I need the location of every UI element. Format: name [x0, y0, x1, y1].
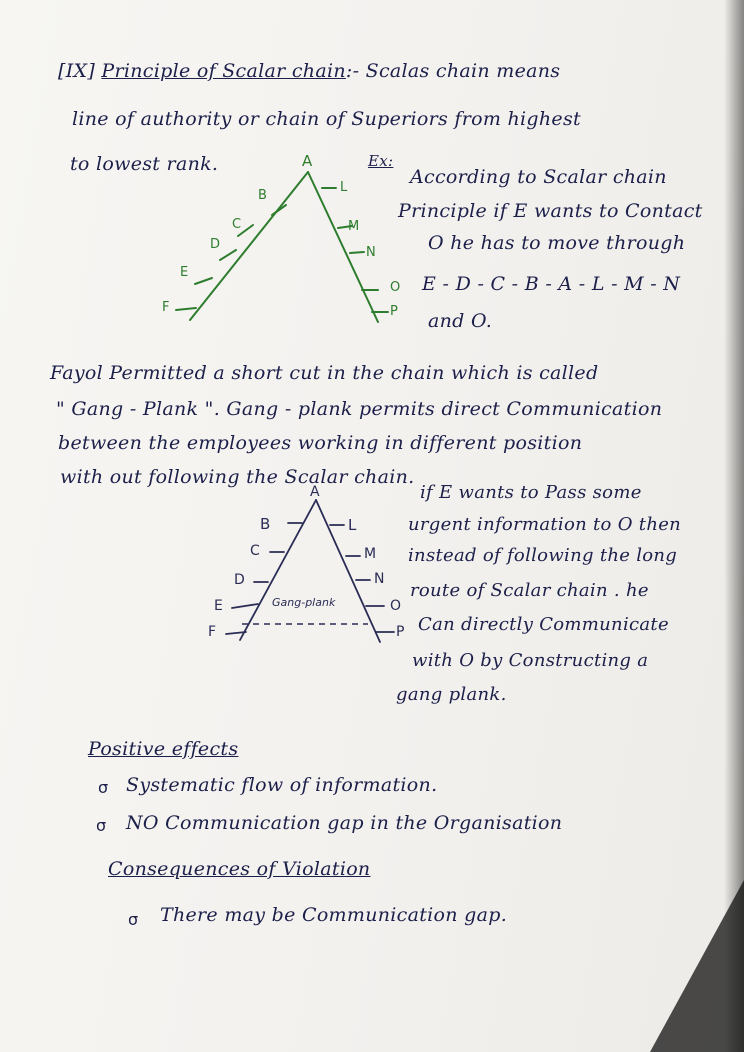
gp-node-d: D — [234, 572, 245, 588]
gp-example-line-1: if E wants to Pass some — [420, 482, 642, 503]
gangplank-para-line-4: with out following the Scalar chain. — [60, 466, 415, 488]
gp-node-e: E — [214, 598, 223, 614]
gp-node-m: M — [364, 546, 377, 562]
node-e: E — [180, 265, 189, 280]
example-line-4: E - D - C - B - A - L - M - N — [422, 273, 681, 295]
heading-title: Principle of Scalar chain — [101, 60, 346, 82]
gang-plank-label: Gang-plank — [272, 596, 336, 609]
gp-node-a: A — [310, 484, 320, 500]
bullet-icon: σ — [128, 910, 139, 929]
positive-item-1: Systematic flow of information. — [126, 774, 438, 796]
node-c: C — [232, 217, 242, 232]
intro-line-3: to lowest rank. — [70, 153, 219, 175]
node-a: A — [302, 152, 313, 170]
example-line-5: and O. — [428, 310, 493, 332]
positive-effects-heading: Positive effects — [88, 738, 239, 760]
example-line-1: According to Scalar chain — [410, 166, 667, 188]
heading-number: [IX] — [58, 60, 96, 82]
gp-node-b: B — [260, 515, 271, 533]
gp-example-line-3: instead of following the long — [408, 545, 678, 566]
node-m: M — [348, 219, 360, 234]
node-d: D — [210, 237, 221, 252]
gp-example-line-4: route of Scalar chain . he — [410, 580, 649, 601]
node-p: P — [390, 304, 398, 319]
node-f: F — [162, 300, 170, 315]
consequence-item-1: There may be Communication gap. — [160, 904, 508, 926]
heading-rest: Scalas chain means — [365, 60, 561, 82]
node-b: B — [258, 188, 267, 203]
consequences-heading: Consequences of Violation — [108, 858, 371, 880]
gp-node-l: L — [348, 516, 357, 534]
gp-node-p: P — [396, 624, 405, 640]
gangplank-para-line-1: Fayol Permitted a short cut in the chain which is called — [50, 362, 599, 384]
node-n: N — [366, 245, 376, 260]
gp-node-n: N — [374, 571, 385, 587]
gp-node-f: F — [208, 624, 217, 640]
gp-node-o: O — [390, 598, 402, 614]
bullet-icon: σ — [96, 816, 107, 835]
example-line-3: O he has to move through — [428, 232, 686, 254]
bullet-icon: σ — [98, 778, 109, 797]
gp-example-line-2: urgent information to O then — [408, 514, 682, 535]
heading-separator: :- — [345, 60, 360, 82]
example-label: Ex: — [368, 152, 394, 170]
node-o: O — [390, 280, 401, 295]
example-line-2: Principle if E wants to Contact — [398, 200, 703, 222]
gp-example-line-5: Can directly Communicate — [418, 614, 669, 635]
gp-tick-e — [232, 604, 258, 608]
positive-item-2: NO Communication gap in the Organisation — [126, 812, 563, 834]
node-l: L — [340, 180, 348, 195]
gp-left-leg — [240, 500, 316, 640]
gp-node-c: C — [250, 543, 260, 559]
gp-example-line-7: gang plank. — [396, 684, 507, 705]
intro-line-2: line of authority or chain of Superiors from highest — [72, 108, 581, 130]
gangplank-para-line-2: " Gang - Plank ". Gang - plank permits direct Communication — [56, 398, 663, 420]
gangplank-para-line-3: between the employees working in different position — [58, 432, 583, 454]
gp-example-line-6: with O by Constructing a — [412, 650, 649, 671]
